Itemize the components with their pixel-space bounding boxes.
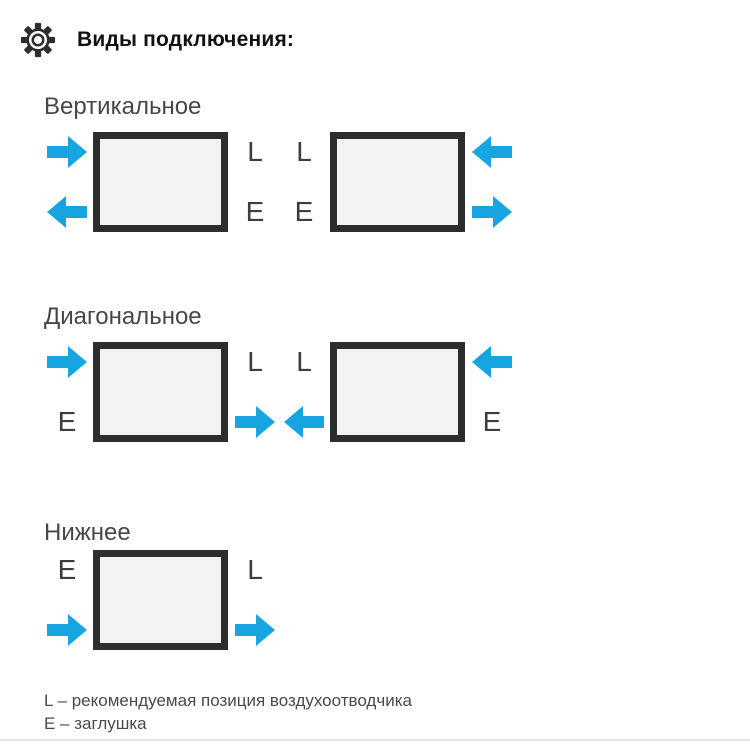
flow-arrow-left-icon <box>47 196 87 228</box>
port-label-L: L <box>247 554 263 585</box>
port-label-L: L <box>247 346 263 377</box>
flow-arrow-right-icon <box>235 614 275 646</box>
legend-line-E: E – заглушка <box>44 714 147 733</box>
port-label-E: E <box>482 406 502 437</box>
section-label-vertical: Вертикальное <box>44 93 202 120</box>
port-label-L: L <box>296 136 312 167</box>
diagram-diagonal-right <box>282 342 514 442</box>
port-label-E: E <box>57 554 77 585</box>
radiator-body <box>330 342 465 442</box>
flow-arrow-right-icon <box>47 346 87 378</box>
radiator-body <box>93 550 228 650</box>
section-label-bottom: Нижнее <box>44 519 131 546</box>
bottom-divider <box>0 739 750 741</box>
port-label-L: L <box>296 346 312 377</box>
flow-arrow-right-icon <box>47 614 87 646</box>
flow-arrow-right-icon <box>235 406 275 438</box>
header <box>20 22 294 58</box>
page-title: Виды подключения: <box>77 28 295 51</box>
flow-arrow-left-icon <box>472 346 512 378</box>
port-label-E: E <box>245 196 265 227</box>
flow-arrow-right-icon <box>47 136 87 168</box>
port-label-E: E <box>57 406 77 437</box>
flow-arrow-right-icon <box>472 196 512 228</box>
diagram-vertical-right <box>282 132 514 232</box>
diagram-diagonal-left <box>45 342 277 442</box>
diagram-vertical-left <box>45 132 277 232</box>
flow-arrow-left-icon <box>472 136 512 168</box>
port-label-E: E <box>294 196 314 227</box>
radiator-body <box>93 342 228 442</box>
diagram-bottom <box>45 550 277 650</box>
radiator-body <box>330 132 465 232</box>
radiator-body <box>93 132 228 232</box>
port-label-L: L <box>247 136 263 167</box>
section-label-diagonal: Диагональное <box>44 303 202 330</box>
flow-arrow-left-icon <box>284 406 324 438</box>
legend <box>44 689 412 735</box>
legend-line-L: L – рекомендуемая позиция воздухоотводчика <box>44 691 412 710</box>
gear-icon <box>20 22 56 58</box>
